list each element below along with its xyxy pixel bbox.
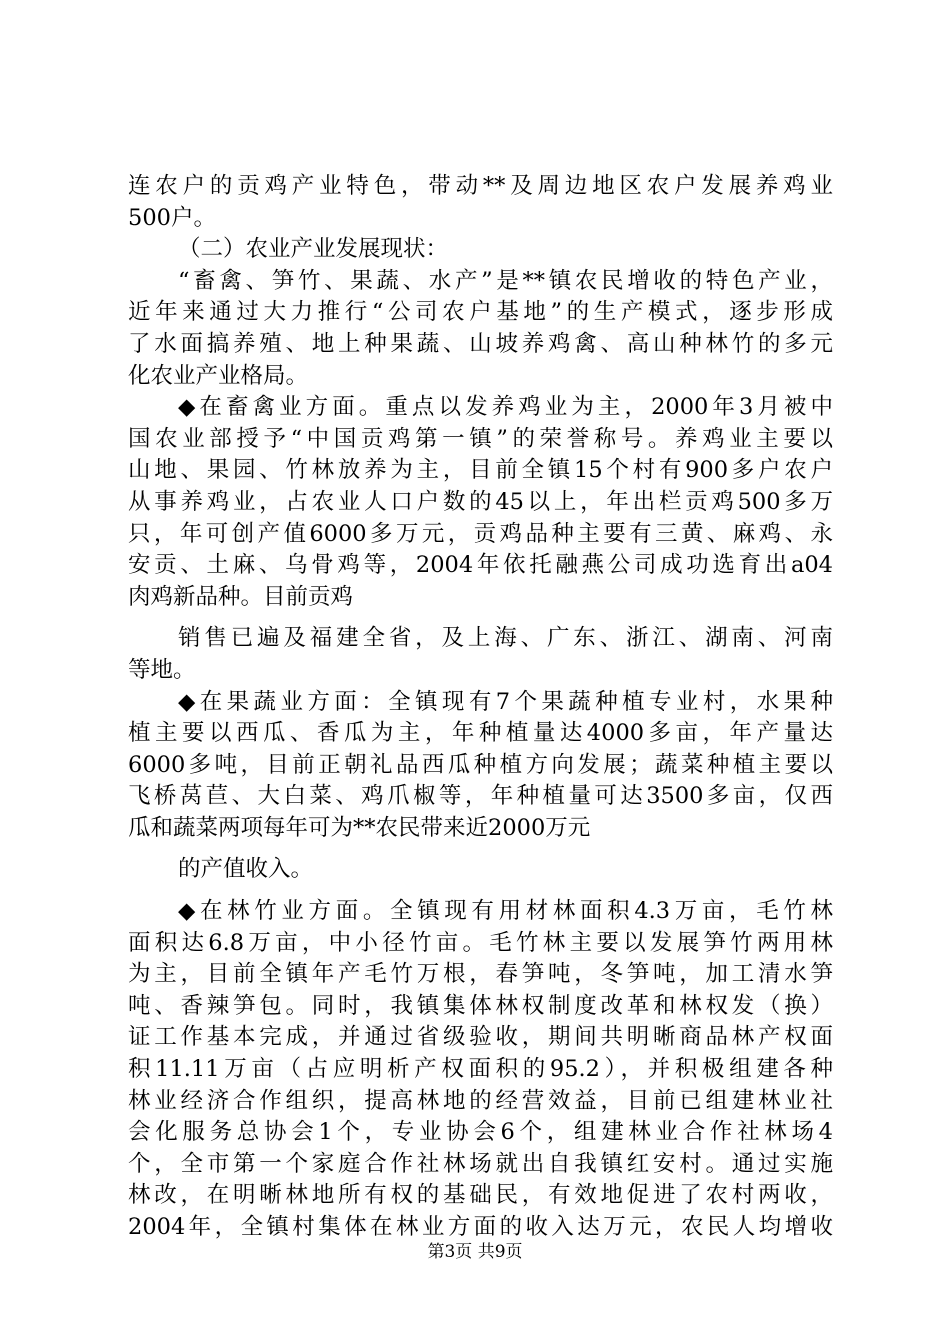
text-line: 山地、果园、竹林放养为主，目前全镇15个村有900多户农户 (128, 457, 833, 484)
text-line: 等地。 (128, 656, 196, 683)
text-line: 的产值收入。 (178, 856, 314, 883)
text-line: （二）农业产业发展现状： (178, 236, 449, 263)
text-line: 为主，目前全镇年产毛竹万根，春笋吨，冬笋吨，加工清水笋 (128, 961, 833, 988)
text-line: 化农业产业格局。 (128, 362, 309, 389)
text-line: ◆在林竹业方面。全镇现有用材林面积4.3万亩，毛竹林 (178, 898, 833, 925)
text-line: 肉鸡新品种。目前贡鸡 (128, 583, 354, 610)
text-line: 6000多吨，目前正朝礼品西瓜种植方向发展；蔬菜种植主要以 (128, 751, 833, 778)
text-line: 只，年可创产值6000多万元，贡鸡品种主要有三黄、麻鸡、永 (128, 520, 833, 547)
page-footer: 第3页 共9页 (427, 1242, 523, 1262)
text-line: ◆在畜禽业方面。重点以发养鸡业为主，2000年3月被中 (178, 394, 833, 421)
text-line: 从事养鸡业，占农业人口户数的45以上，年出栏贡鸡500多万 (128, 488, 833, 515)
document-body (128, 171, 833, 1244)
text-line: 个，全市第一个家庭合作社林场就出自我镇红安村。通过实施 (128, 1150, 833, 1177)
text-line: 近年来通过大力推行“公司农户基地”的生产模式，逐步形成 (128, 299, 833, 326)
text-line: 销售已遍及福建全省，及上海、广东、浙江、湖南、河南 (178, 625, 833, 652)
text-line: 植主要以西瓜、香瓜为主，年种植量达4000多亩，年产量达 (128, 720, 833, 747)
text-line: 林业经济合作组织，提高林地的经营效益，目前已组建林业社 (128, 1087, 833, 1114)
text-line: 飞桥莴苣、大白菜、鸡爪椒等，年种植量可达3500多亩，仅西 (128, 783, 833, 810)
text-line: 了水面搞养殖、地上种果蔬、山坡养鸡禽、高山种林竹的多元 (128, 330, 833, 357)
text-line: 500户。 (128, 204, 216, 231)
text-line: ◆在果蔬业方面：全镇现有7个果蔬种植专业村，水果种 (178, 688, 833, 715)
text-line: 林改，在明晰林地所有权的基础民，有效地促进了农村两收， (128, 1182, 833, 1209)
text-line: 吨、香辣笋包。同时，我镇集体林权制度改革和林权发（换） (128, 992, 833, 1019)
text-line: 2004年，全镇村集体在林业方面的收入达万元，农民人均增收 (128, 1214, 833, 1240)
text-line: “畜禽、笋竹、果蔬、水产”是**镇农民增收的特色产业， (178, 267, 833, 294)
text-line: 证工作基本完成，并通过省级验收，期间共明晰商品林产权面 (128, 1024, 833, 1051)
text-line: 会化服务总协会1个，专业协会6个，组建林业合作社林场4 (128, 1119, 833, 1146)
text-line: 国农业部授予“中国贡鸡第一镇”的荣誉称号。养鸡业主要以 (128, 425, 833, 452)
text-line: 瓜和蔬菜两项每年可为**农民带来近2000万元 (128, 814, 591, 841)
text-line: 连农户的贡鸡产业特色，带动**及周边地区农户发展养鸡业 (128, 173, 833, 199)
text-line: 面积达6.8万亩，中小径竹亩。毛竹林主要以发展笋竹两用林 (128, 929, 833, 956)
text-line: 积11.11万亩（占应明析产权面积的95.2），并积极组建各种 (128, 1056, 833, 1083)
text-line: 安贡、土麻、乌骨鸡等，2004年依托融燕公司成功选育出a04 (128, 552, 833, 579)
